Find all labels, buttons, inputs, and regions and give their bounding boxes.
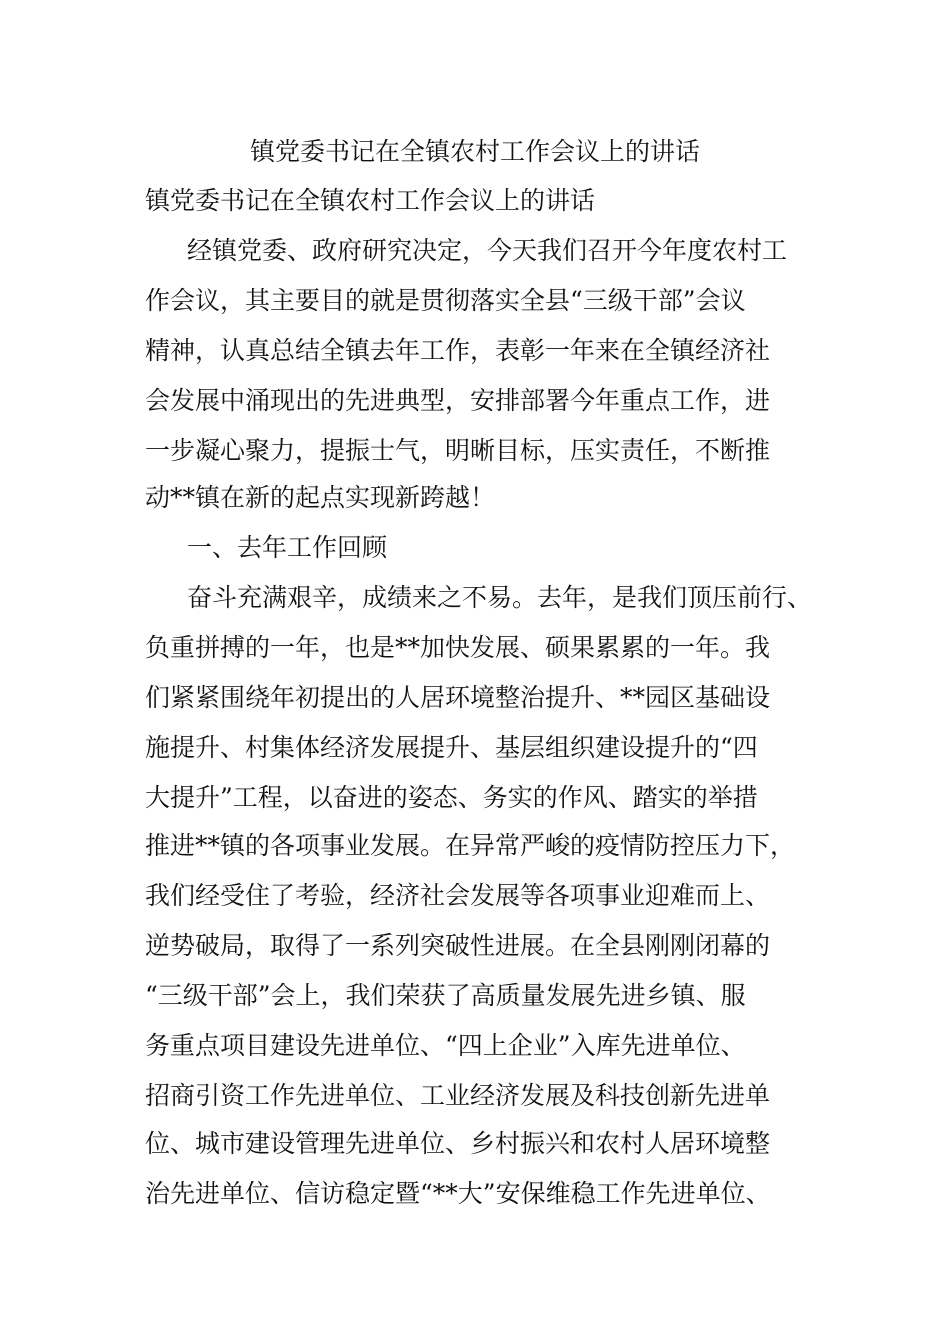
paragraph-line: “三级干部”会上，我们荣获了高质量发展先进乡镇、服	[145, 981, 746, 1010]
paragraph-line: 作会议，其主要目的就是贯彻落实全县“三级干部”会议	[145, 286, 746, 315]
paragraph-line: 会发展中涌现出的先进典型，安排部署今年重点工作，进	[145, 386, 771, 415]
paragraph-line: 精神，认真总结全镇去年工作，表彰一年来在全镇经济社	[145, 336, 771, 365]
subtitle-line: 镇党委书记在全镇农村工作会议上的讲话	[145, 186, 596, 215]
paragraph-line: 一步凝心聚力，提振士气，明晰目标，压实责任，不断推	[145, 436, 771, 465]
paragraph-line: 我们经受住了考验，经济社会发展等各项事业迎难而上、	[145, 881, 771, 910]
paragraph-line: 务重点项目建设先进单位、“四上企业”入库先进单位、	[145, 1031, 746, 1060]
paragraph-line: 施提升、村集体经济发展提升、基层组织建设提升的“四	[145, 733, 758, 762]
paragraph-line: 们紧紧围绕年初提出的人居环境整治提升、**园区基础设	[145, 683, 771, 712]
document-title: 镇党委书记在全镇农村工作会议上的讲话	[249, 137, 700, 166]
paragraph-line: 负重拼搏的一年，也是**加快发展、硕果累累的一年。我	[145, 633, 771, 662]
paragraph-line: 逆势破局，取得了一系列突破性进展。在全县刚刚闭幕的	[145, 931, 771, 960]
paragraph-line: 治先进单位、信访稳定暨“**大”安保维稳工作先进单位、	[145, 1179, 771, 1208]
paragraph-line: 推进**镇的各项事业发展。在异常严峻的疫情防控压力下，	[145, 831, 796, 860]
section-heading: 一、去年工作回顾	[187, 533, 388, 562]
paragraph-line: 位、城市建设管理先进单位、乡村振兴和农村人居环境整	[145, 1129, 771, 1158]
paragraph-line: 招商引资工作先进单位、工业经济发展及科技创新先进单	[145, 1081, 771, 1110]
paragraph-line: 大提升”工程，以奋进的姿态、务实的作风、踏实的举措	[145, 783, 758, 812]
paragraph-line: 动**镇在新的起点实现新跨越！	[145, 483, 496, 512]
paragraph-line: 经镇党委、政府研究决定，今天我们召开今年度农村工	[187, 236, 788, 265]
paragraph-line: 奋斗充满艰辛，成绩来之不易。去年，是我们顶压前行、	[187, 583, 813, 612]
